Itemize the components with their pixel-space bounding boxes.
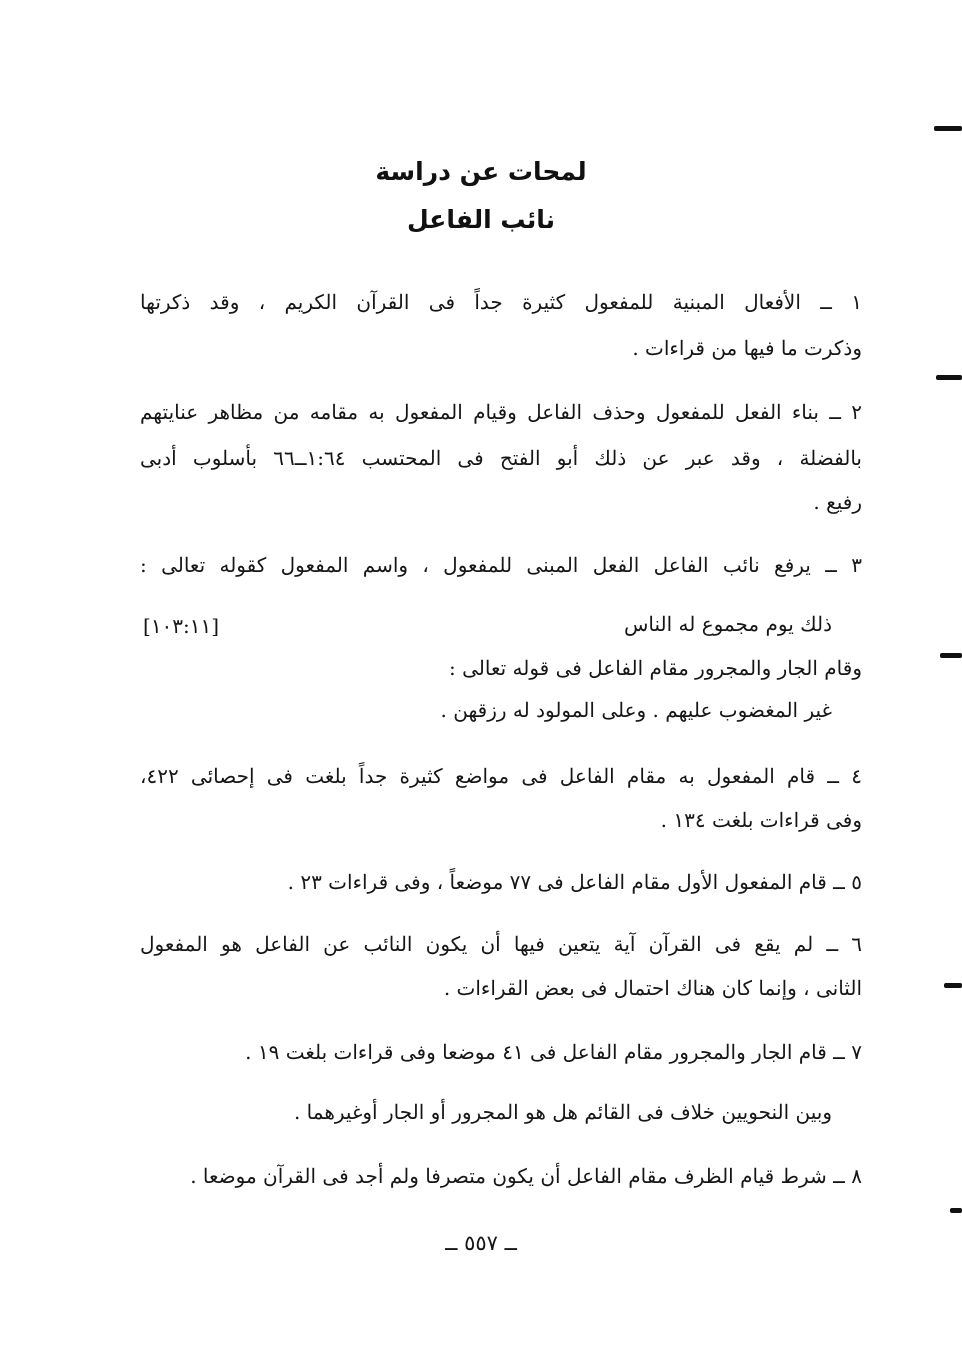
scan-edge-mark xyxy=(934,126,962,131)
paragraph-4-line-1: ٤ ــ قام المفعول به مقام الفاعل فى مواضع كثيرة جداً بلغت فى إحصائى ٤٢٢، xyxy=(140,764,862,788)
paragraph-3-line-1: ٣ ــ يرفع نائب الفاعل الفعل المبنى للمفعول ، واسم المفعول كقوله تعالى : xyxy=(140,553,862,577)
paragraph-6-line-1: ٦ ــ لم يقع فى القرآن آية يتعين فيها أن يكون النائب عن الفاعل هو المفعول xyxy=(140,932,862,956)
page-subtitle: نائب الفاعل xyxy=(406,205,556,234)
page-number: ــ ٥٥٧ ــ xyxy=(445,1231,517,1255)
paragraph-4-line-2: وفى قراءات بلغت ١٣٤ . xyxy=(660,808,862,832)
scan-edge-mark xyxy=(950,1208,962,1213)
paragraph-6-line-2: الثانى ، وإنما كان هناك احتمال فى بعض القراءات . xyxy=(443,976,862,1000)
paragraph-1-line-1: ١ ــ الأفعال المبنية للمفعول كثيرة جداً فى القرآن الكريم ، وقد ذكرتها xyxy=(140,290,862,314)
verse-1: ذلك يوم مجموع له الناس xyxy=(623,612,832,636)
paragraph-2-line-1: ٢ ــ بناء الفعل للمفعول وحذف الفاعل وقيام المفعول به مقامه من مظاهر عنايتهم xyxy=(140,400,862,424)
paragraph-8: ٨ ــ شرط قيام الظرف مقام الفاعل أن يكون متصرفا ولم أجد فى القرآن موضعا . xyxy=(190,1164,862,1188)
paragraph-2-line-2: بالفضلة ، وقد عبر عن ذلك أبو الفتح فى المحتسب ١:٦٤ــ٦٦ بأسلوب أدبى xyxy=(140,446,862,470)
paragraph-7-continuation: وبين النحويين خلاف فى القائم هل هو المجرور أو الجار أوغيرهما . xyxy=(293,1100,832,1124)
paragraph-5: ٥ ــ قام المفعول الأول مقام الفاعل فى ٧٧ موضعاً ، وفى قراءات ٢٣ . xyxy=(287,870,862,894)
paragraph-2-line-3: رفيع . xyxy=(813,490,862,514)
scan-edge-mark xyxy=(940,653,962,658)
paragraph-7: ٧ ــ قام الجار والمجرور مقام الفاعل فى ٤١ موضعا وفى قراءات بلغت ١٩ . xyxy=(245,1040,862,1064)
scan-edge-mark xyxy=(936,375,962,380)
verse-1-reference: [١٠٣:١١] xyxy=(143,614,220,638)
page-title: لمحات عن دراسة xyxy=(375,157,587,186)
paragraph-3-continuation: وقام الجار والمجرور مقام الفاعل فى قوله تعالى : xyxy=(449,656,862,680)
scan-edge-mark xyxy=(944,983,962,988)
verse-2: غير المغضوب عليهم . وعلى المولود له رزقهن . xyxy=(440,698,832,722)
paragraph-1-line-2: وذكرت ما فيها من قراءات . xyxy=(632,336,862,360)
